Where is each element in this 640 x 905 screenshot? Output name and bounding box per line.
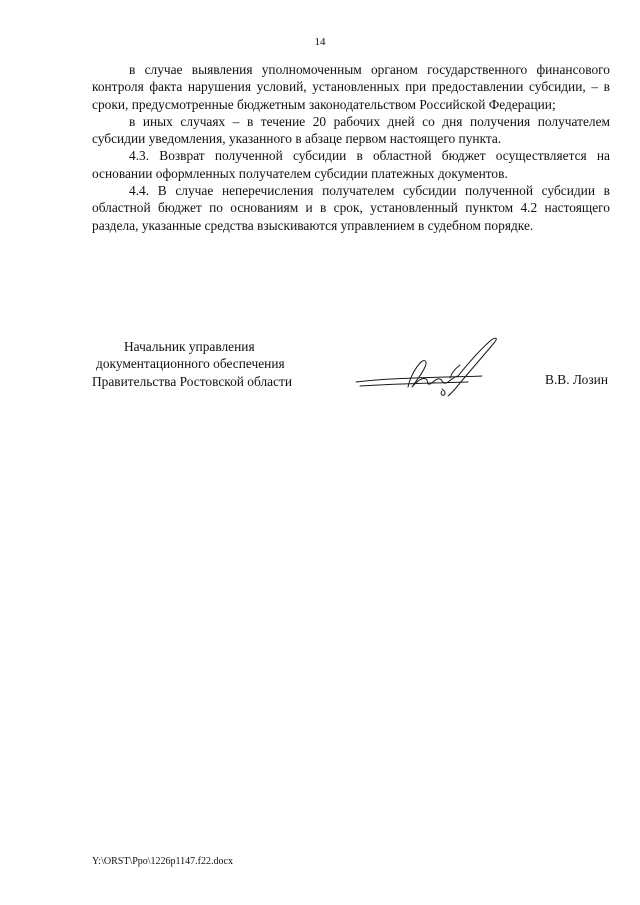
document-body bbox=[92, 61, 610, 234]
signatory-title-line-1: Начальник управления bbox=[124, 339, 255, 354]
signer-name: В.В. Лозин bbox=[545, 372, 608, 387]
paragraph-4-4: 4.4. В случае неперечисления получателем субсидии полученной субсидии в областной бюджет по основаниям и в срок, установленный пунктом 4.2 настоящего раздела, указанные средства взыскиваются управлением в судебном порядке. bbox=[92, 183, 610, 233]
file-path-footer: Y:\ORST\Ppo\1226p1147.f22.docx bbox=[92, 856, 233, 867]
page-number: 14 bbox=[314, 36, 326, 48]
paragraph-violation-terms: в случае выявления уполномоченным органом государственного финансового контроля факта нарушения условий, установленных при предоставлении субсидии, – в сроки, предусмотренные бюджетным законодательством Российской Федерации; bbox=[92, 62, 610, 112]
signatory-title-line-2: документационного обеспечения bbox=[96, 356, 285, 372]
signatory-title bbox=[92, 338, 292, 390]
paragraph-other-cases: в иных случаях – в течение 20 рабочих дней со дня получения получателем субсидии уведомления, указанного в абзаце первом настоящего пункта. bbox=[92, 113, 610, 147]
paragraph-4-3: 4.3. Возврат полученной субсидии в областной бюджет осуществляется на основании оформленных получателем субсидии платежных документов. bbox=[92, 148, 610, 181]
signatory-title-line-3: Правительства Ростовской области bbox=[92, 373, 293, 389]
handwritten-signature bbox=[350, 332, 510, 404]
